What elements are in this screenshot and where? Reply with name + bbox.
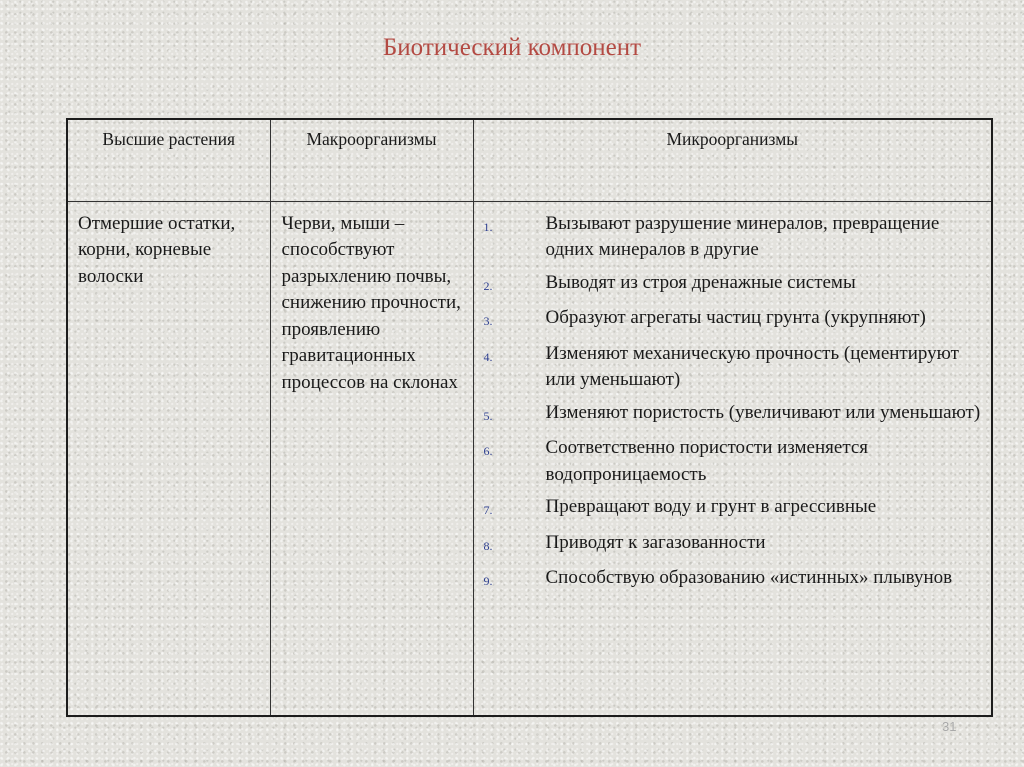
list-item xyxy=(484,211,982,264)
list-item xyxy=(484,270,982,300)
list-item-text: Способствую образованию «истинных» плывунов xyxy=(545,567,953,588)
list-item-number: 5. xyxy=(483,408,493,423)
microorganisms-cell xyxy=(473,201,992,716)
list-item-number: 3. xyxy=(483,314,493,328)
biotic-component-table xyxy=(66,118,993,717)
list-item xyxy=(484,530,982,560)
list-item-text: Изменяют механическую прочность (цементируют или уменьшают) xyxy=(545,342,959,390)
list-item-number: 7. xyxy=(483,503,493,517)
list-item-text: Образуют агрегаты частиц грунта (укрупняют) xyxy=(545,307,926,328)
list-item-text: Превращают воду и грунт в агрессивные xyxy=(545,496,877,517)
list-item-number: 9. xyxy=(483,574,493,588)
list-item xyxy=(484,400,982,430)
list-item-text: Соответственно пористости изменяется водопроницаемость xyxy=(545,437,869,485)
higher-plants-cell: Отмершие остатки, корни, корневые волоски xyxy=(67,201,270,716)
slide-title: Биотический компонент xyxy=(382,34,642,61)
list-item-text: Изменяют пористость (увеличивают или уменьшают) xyxy=(545,401,981,423)
macroorganisms-cell: Черви, мыши – способствуют разрыхлению почвы, снижению прочности, проявлению гравитационных процессов на склонах xyxy=(270,201,473,716)
table-header-row xyxy=(67,119,992,201)
list-item-number: 8. xyxy=(483,538,493,553)
list-item-number: 1. xyxy=(483,219,493,234)
list-item-number: 2. xyxy=(483,278,493,293)
list-item-text: Приводят к загазованности xyxy=(545,531,766,553)
list-item-text: Выводят из строя дренажные системы xyxy=(545,271,856,293)
table-row xyxy=(67,201,992,716)
list-item xyxy=(484,435,982,488)
microorganisms-list xyxy=(484,211,982,595)
header-macroorganisms: Макроорганизмы xyxy=(270,119,473,201)
list-item xyxy=(484,305,982,335)
list-item xyxy=(484,494,982,524)
list-item-number: 6. xyxy=(483,444,493,458)
list-item-text: Вызывают разрушение минералов, превращение одних минералов в другие xyxy=(545,212,940,260)
header-higher-plants: Высшие растения xyxy=(67,119,270,201)
page-number: 31 xyxy=(942,719,957,734)
header-microorganisms: Микроорганизмы xyxy=(473,119,992,201)
list-item-number: 4. xyxy=(483,349,493,364)
list-item xyxy=(484,341,982,394)
list-item xyxy=(484,565,982,595)
